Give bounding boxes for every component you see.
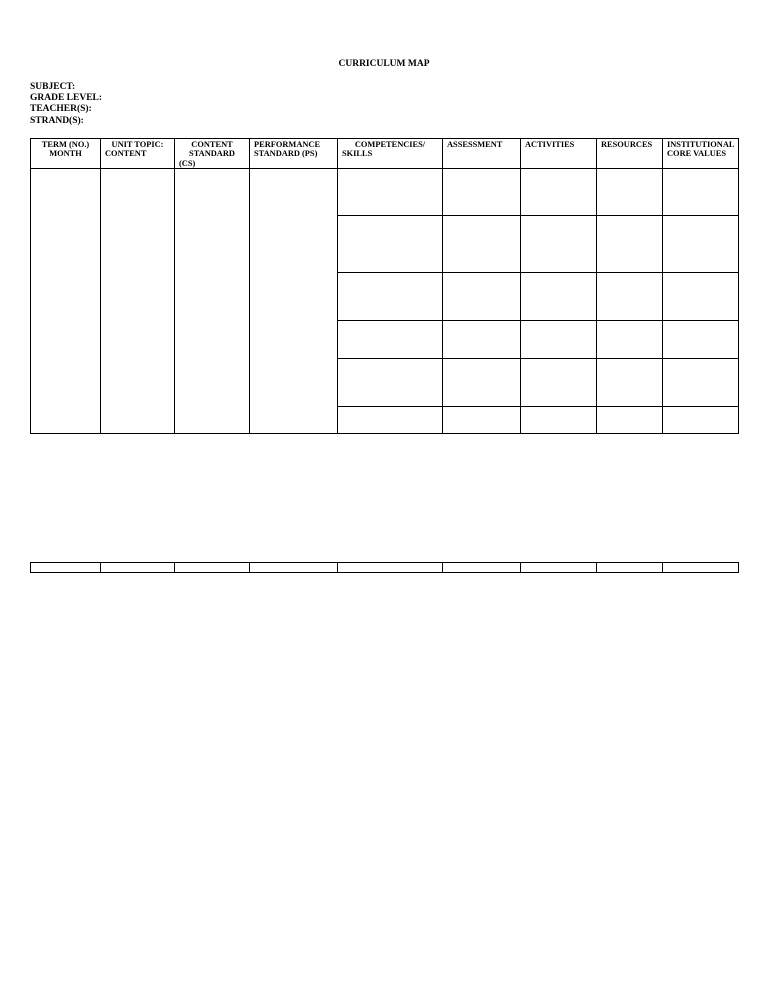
core-values-cell[interactable] — [663, 407, 739, 434]
term-month-cell[interactable] — [31, 169, 101, 434]
unit-topic-cell[interactable] — [101, 169, 175, 434]
assessment-cell[interactable] — [443, 169, 521, 216]
resources-cell[interactable] — [597, 407, 663, 434]
header-activities: ACTIVITIES — [521, 139, 597, 169]
header-assessment: ASSESSMENT — [443, 139, 521, 169]
header-term-month: TERM (NO.) MONTH — [31, 139, 101, 169]
table-row — [31, 563, 739, 573]
competencies-cell[interactable] — [338, 407, 443, 434]
activities-cell[interactable] — [521, 169, 597, 216]
resources-cell[interactable] — [597, 321, 663, 359]
assessment-cell[interactable] — [443, 359, 521, 407]
header-unit-topic: UNIT TOPIC: CONTENT — [101, 139, 175, 169]
core-values-cell[interactable] — [663, 273, 739, 321]
performance-standard-cell[interactable] — [250, 169, 338, 434]
footer-cell[interactable] — [521, 563, 597, 573]
resources-cell[interactable] — [597, 169, 663, 216]
document-title: CURRICULUM MAP — [338, 59, 430, 69]
footer-cell[interactable] — [443, 563, 521, 573]
teachers-label: TEACHER(S): — [30, 104, 92, 115]
footer-table — [30, 562, 739, 573]
core-values-cell[interactable] — [663, 321, 739, 359]
header-content-standard: CONTENT STANDARD (CS) — [175, 139, 250, 169]
activities-cell[interactable] — [521, 359, 597, 407]
footer-cell[interactable] — [250, 563, 338, 573]
header-row — [31, 139, 739, 169]
activities-cell[interactable] — [521, 407, 597, 434]
resources-cell[interactable] — [597, 273, 663, 321]
footer-cell[interactable] — [597, 563, 663, 573]
header-performance-standard: PERFORMANCE STANDARD (PS) — [250, 139, 338, 169]
grade-level-label: GRADE LEVEL: — [30, 93, 103, 104]
footer-cell[interactable] — [338, 563, 443, 573]
table-row — [31, 169, 739, 216]
core-values-cell[interactable] — [663, 216, 739, 273]
core-values-cell[interactable] — [663, 169, 739, 216]
strands-label: STRAND(S): — [30, 115, 84, 126]
resources-cell[interactable] — [597, 216, 663, 273]
competencies-cell[interactable] — [338, 169, 443, 216]
footer-cell[interactable] — [175, 563, 250, 573]
subject-label: SUBJECT: — [30, 82, 76, 92]
content-standard-cell[interactable] — [175, 169, 250, 434]
header-resources: RESOURCES — [597, 139, 663, 169]
curriculum-map-table — [30, 138, 739, 434]
header-core-values: INSTITUTIONAL CORE VALUES — [663, 139, 739, 169]
activities-cell[interactable] — [521, 321, 597, 359]
resources-cell[interactable] — [597, 359, 663, 407]
footer-cell[interactable] — [31, 563, 101, 573]
header-competencies: COMPETENCIES/ SKILLS — [338, 139, 443, 169]
assessment-cell[interactable] — [443, 216, 521, 273]
activities-cell[interactable] — [521, 216, 597, 273]
assessment-cell[interactable] — [443, 407, 521, 434]
footer-cell[interactable] — [101, 563, 175, 573]
activities-cell[interactable] — [521, 273, 597, 321]
competencies-cell[interactable] — [338, 216, 443, 273]
competencies-cell[interactable] — [338, 321, 443, 359]
core-values-cell[interactable] — [663, 359, 739, 407]
document-fields — [30, 82, 102, 127]
assessment-cell[interactable] — [443, 273, 521, 321]
footer-cell[interactable] — [663, 563, 739, 573]
assessment-cell[interactable] — [443, 321, 521, 359]
competencies-cell[interactable] — [338, 359, 443, 407]
competencies-cell[interactable] — [338, 273, 443, 321]
